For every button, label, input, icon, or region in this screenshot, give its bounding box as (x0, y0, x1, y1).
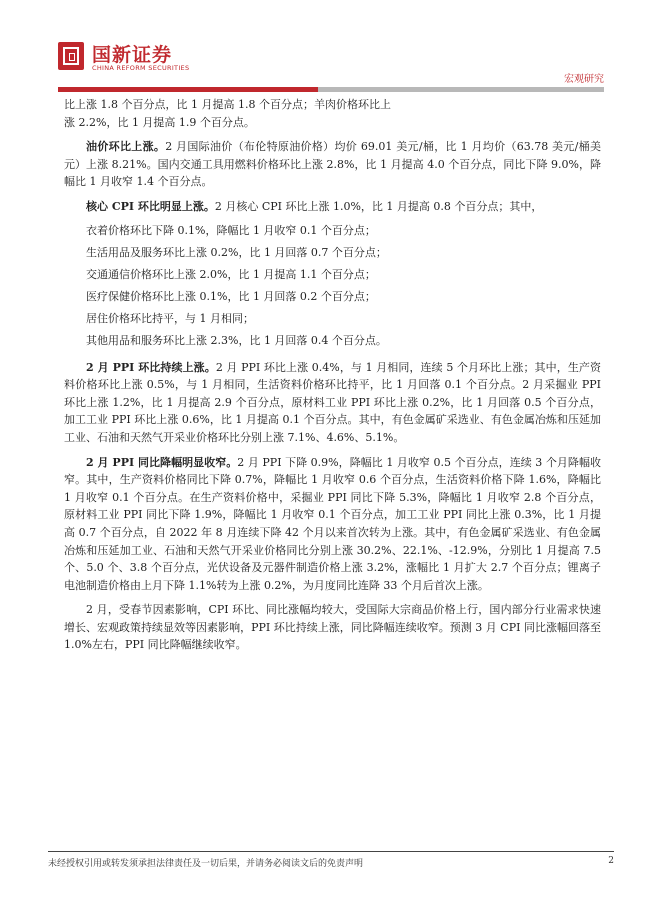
core-cpi-heading: 核心 CPI 环比明显上涨。 (86, 199, 215, 213)
report-body (64, 96, 601, 654)
paragraph-ppi-yoy (64, 454, 601, 595)
footer-disclaimer: 未经授权引用或转发须承担法律责任及一切后果，并请务必阅读文后的免责声明 (48, 859, 364, 869)
paragraph-continued (64, 96, 601, 131)
list-item: 生活用品及服务环比上涨 0.2%，比 1 月回落 0.7 个百分点； (86, 245, 387, 259)
ppi-yoy-text: 2 月 PPI 下降 0.9%，降幅比 1 月收窄 0.5 个百分点，连续 3 个月降幅收窄。其中，生产资料价格同比下降 0.7%，降幅比 1 月收窄 0.6 个百分点，生活资料价格下降 1.6%，降幅比 1 月收窄 0.1 个百分点。在生产资料价格中，采掘业 PPI 同比下降 5.3%，降幅比 1 月收窄 2.8 个百分点，原材料工业 PPI 同比下降 1.9%，降幅比 1 月收窄 0.1 个百分点，加工工业 PPI 同比上涨 0.3%，比 1 月提高 0.7 个百分点，自 2022 年 8 月连续下降 42 个月以来首次转为上涨。其中，有色金属矿采选业、有色金属冶炼和压延加工业、石油和天然气开采业价格同比分别上涨 30.2%、22.1%、-12.9%，分别比 1 月提高 7.5 个、5.0 个、3.8 个百分点，光伏设备及元器件制造价格上涨 3.2%，涨幅比 1 月扩大 2.7 个百分点；锂离子电池制造价格由上月下降 1.1%转为上涨 0.2%，为月度同比连降 33 个月后首次上涨。 (64, 455, 601, 592)
paragraph-oil-price (64, 138, 601, 191)
list-item: 交通通信价格环比上涨 2.0%，比 1 月提高 1.1 个百分点； (86, 267, 376, 281)
page-footer (48, 851, 614, 869)
company-logo-icon (58, 42, 84, 70)
footer-rule (48, 851, 614, 852)
paragraph-ppi-mom (64, 359, 601, 447)
continued-line-2: 涨 2.2%，比 1 月提高 1.9 个百分点。 (64, 115, 255, 129)
page-header (0, 0, 662, 95)
page-number: 2 (608, 856, 614, 866)
section-label: 宏观研究 (564, 74, 604, 85)
continued-line-1: 比上涨 1.8 个百分点，比 1 月提高 1.8 个百分点；羊肉价格环比上 (64, 98, 391, 111)
ppi-mom-text: 2 月 PPI 环比上涨 0.4%，与 1 月相同，连续 5 个月环比上涨；其中，生产资料价格环比上涨 0.5%，与 1 月相同，生活资料价格环比持平，比 1 月回落 0.1 个百分点。2 月采掘业 PPI 环比上涨 1.2%，比 1 月提高 2.9 个百分点，原材料工业 PPI 环比上涨 0.2%，比 1 月回落 0.5 个百分点，加工工业 PPI 环比上涨 0.6%，比 1 月提高 0.1 个百分点。其中，有色金属矿采选业、有色金属冶炼和压延加工业、石油和天然气开采业价格环比分别上涨 7.1%、4.6%、5.1%。 (64, 360, 601, 444)
header-rule (58, 87, 604, 92)
ppi-yoy-heading: 2 月 PPI 同比降幅明显收窄。 (86, 455, 238, 469)
oil-text: 2 月国际油价（布伦特原油价格）均价 69.01 美元/桶，比 1 月均价（63.78 美元/桶美元）上涨 8.21%。国内交通工具用燃料价格环比上涨 2.8%，比 1 月提高 4.0 个百分点，同比下降 9.0%，降幅比 1 月收窄 1.4 个百分点。 (64, 140, 601, 189)
list-item: 衣着价格环比下降 0.1%，降幅比 1 月收窄 0.1 个百分点； (86, 223, 376, 237)
list-item: 医疗保健价格环比上涨 0.1%，比 1 月回落 0.2 个百分点； (86, 289, 376, 303)
company-name-en: CHINA REFORM SECURITIES (92, 64, 190, 72)
ppi-mom-heading: 2 月 PPI 环比持续上涨。 (86, 360, 216, 374)
core-cpi-text: 2 月核心 CPI 环比上涨 1.0%，比 1 月提高 0.8 个百分点；其中， (214, 199, 543, 213)
list-item: 其他用品和服务环比上涨 2.3%，比 1 月回落 0.4 个百分点。 (86, 333, 387, 347)
core-cpi-breakdown-list (64, 220, 601, 352)
list-item: 居住价格环比持平，与 1 月相同； (86, 311, 254, 325)
oil-heading: 油价环比上涨。 (86, 140, 166, 154)
paragraph-core-cpi (64, 198, 601, 216)
paragraph-outlook: 2 月，受春节因素影响，CPI 环比、同比涨幅均较大，受国际大宗商品价格上行，国内部分行业需求快速增长、宏观政策持续显效等因素影响，PPI 环比持续上涨，同比降幅连续收窄。预测 3 月 CPI 同比涨幅回落至 1.0%左右，PPI 同比降幅继续收窄。 (64, 603, 601, 652)
company-name-cn: 国新证券 (92, 44, 173, 66)
